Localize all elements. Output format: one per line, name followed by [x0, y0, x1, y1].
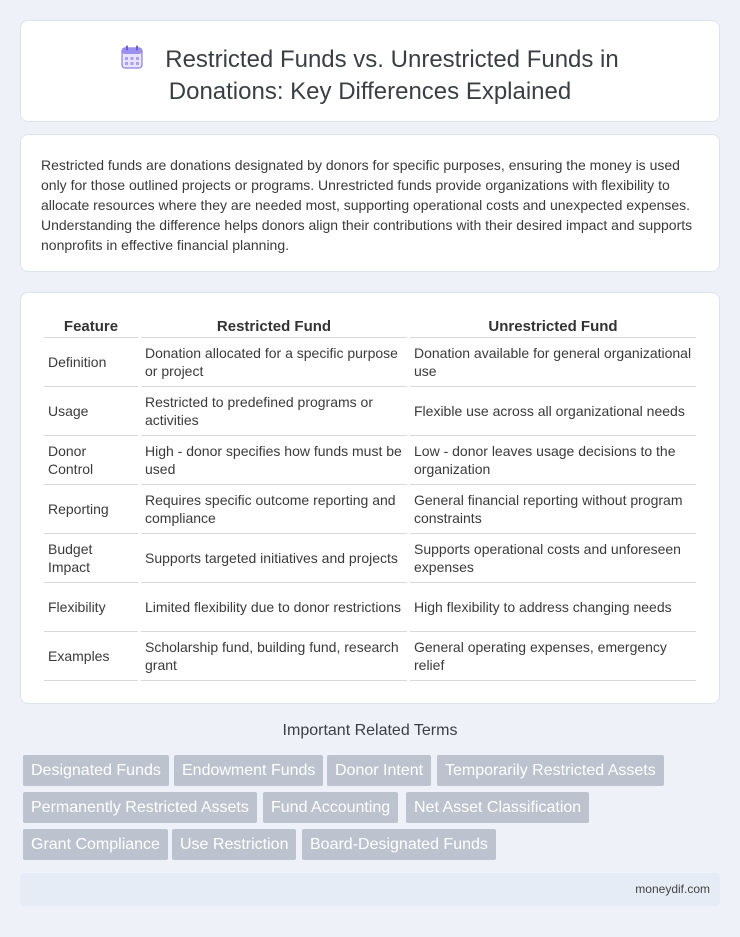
- calendar-icon: [121, 45, 143, 77]
- table-row: [44, 583, 696, 632]
- table-row: [44, 485, 696, 534]
- cell-feature: Reporting: [44, 485, 138, 534]
- header-restricted: Restricted Fund: [141, 315, 407, 338]
- comparison-table: [41, 315, 699, 681]
- related-terms-title: Important Related Terms: [282, 722, 458, 739]
- cell-restricted: Scholarship fund, building fund, research grant: [141, 632, 407, 681]
- term-tag[interactable]: Temporarily Restricted Assets: [437, 755, 664, 786]
- header-unrestricted: Unrestricted Fund: [410, 315, 696, 338]
- page-title-text: Restricted Funds vs. Unrestricted Funds in Donations: Key Differences Explained: [165, 46, 619, 105]
- term-tag[interactable]: Endowment Funds: [174, 755, 323, 786]
- cell-feature: Budget Impact: [44, 534, 138, 583]
- cell-unrestricted: General operating expenses, emergency relief: [410, 632, 696, 681]
- comparison-table-card: [20, 292, 720, 704]
- cell-feature: Definition: [44, 338, 138, 387]
- table-row: [44, 338, 696, 387]
- term-tag[interactable]: Net Asset Classification: [406, 792, 589, 823]
- cell-feature: Donor Control: [44, 436, 138, 485]
- cell-unrestricted: High flexibility to address changing needs: [410, 583, 696, 632]
- table-row: [44, 387, 696, 436]
- cell-restricted: Donation allocated for a specific purpose or project: [141, 338, 407, 387]
- page-title: [21, 45, 719, 107]
- footer-site[interactable]: moneydif.com: [635, 882, 710, 896]
- cell-restricted: Restricted to predefined programs or activities: [141, 387, 407, 436]
- cell-feature: Usage: [44, 387, 138, 436]
- term-tag[interactable]: Grant Compliance: [23, 829, 168, 860]
- cell-feature: Examples: [44, 632, 138, 681]
- table-row: [44, 534, 696, 583]
- cell-restricted: Supports targeted initiatives and projects: [141, 534, 407, 583]
- term-tag[interactable]: Fund Accounting: [263, 792, 398, 823]
- term-tag[interactable]: Use Restriction: [172, 829, 296, 860]
- footer: [20, 873, 720, 906]
- term-tag[interactable]: Permanently Restricted Assets: [23, 792, 257, 823]
- table-row: [44, 436, 696, 485]
- cell-feature: Flexibility: [44, 583, 138, 632]
- term-tag[interactable]: Donor Intent: [327, 755, 431, 786]
- intro-text: Restricted funds are donations designated by donors for specific purposes, ensuring the money is used only for those outlined projects or programs. Unrestricted funds provide organizations with flexibility to allocate resources where they are needed most, supporting operational costs and unexpected expenses. Understanding the difference helps donors align their contributions with their desired impact and supports nonprofits in effective financial planning.: [41, 157, 693, 253]
- table-row: [44, 632, 696, 681]
- term-tag[interactable]: Board-Designated Funds: [302, 829, 496, 860]
- cell-unrestricted: Supports operational costs and unforeseen expenses: [410, 534, 696, 583]
- intro-card: [20, 134, 720, 272]
- header-feature: Feature: [44, 315, 138, 338]
- cell-restricted: Requires specific outcome reporting and compliance: [141, 485, 407, 534]
- cell-unrestricted: General financial reporting without program constraints: [410, 485, 696, 534]
- term-tag[interactable]: Designated Funds: [23, 755, 169, 786]
- header-card: [20, 20, 720, 122]
- table-header-row: [44, 315, 696, 338]
- cell-unrestricted: Flexible use across all organizational needs: [410, 387, 696, 436]
- cell-restricted: Limited flexibility due to donor restrictions: [141, 583, 407, 632]
- cell-restricted: High - donor specifies how funds must be used: [141, 436, 407, 485]
- cell-unrestricted: Low - donor leaves usage decisions to the organization: [410, 436, 696, 485]
- cell-unrestricted: Donation available for general organizational use: [410, 338, 696, 387]
